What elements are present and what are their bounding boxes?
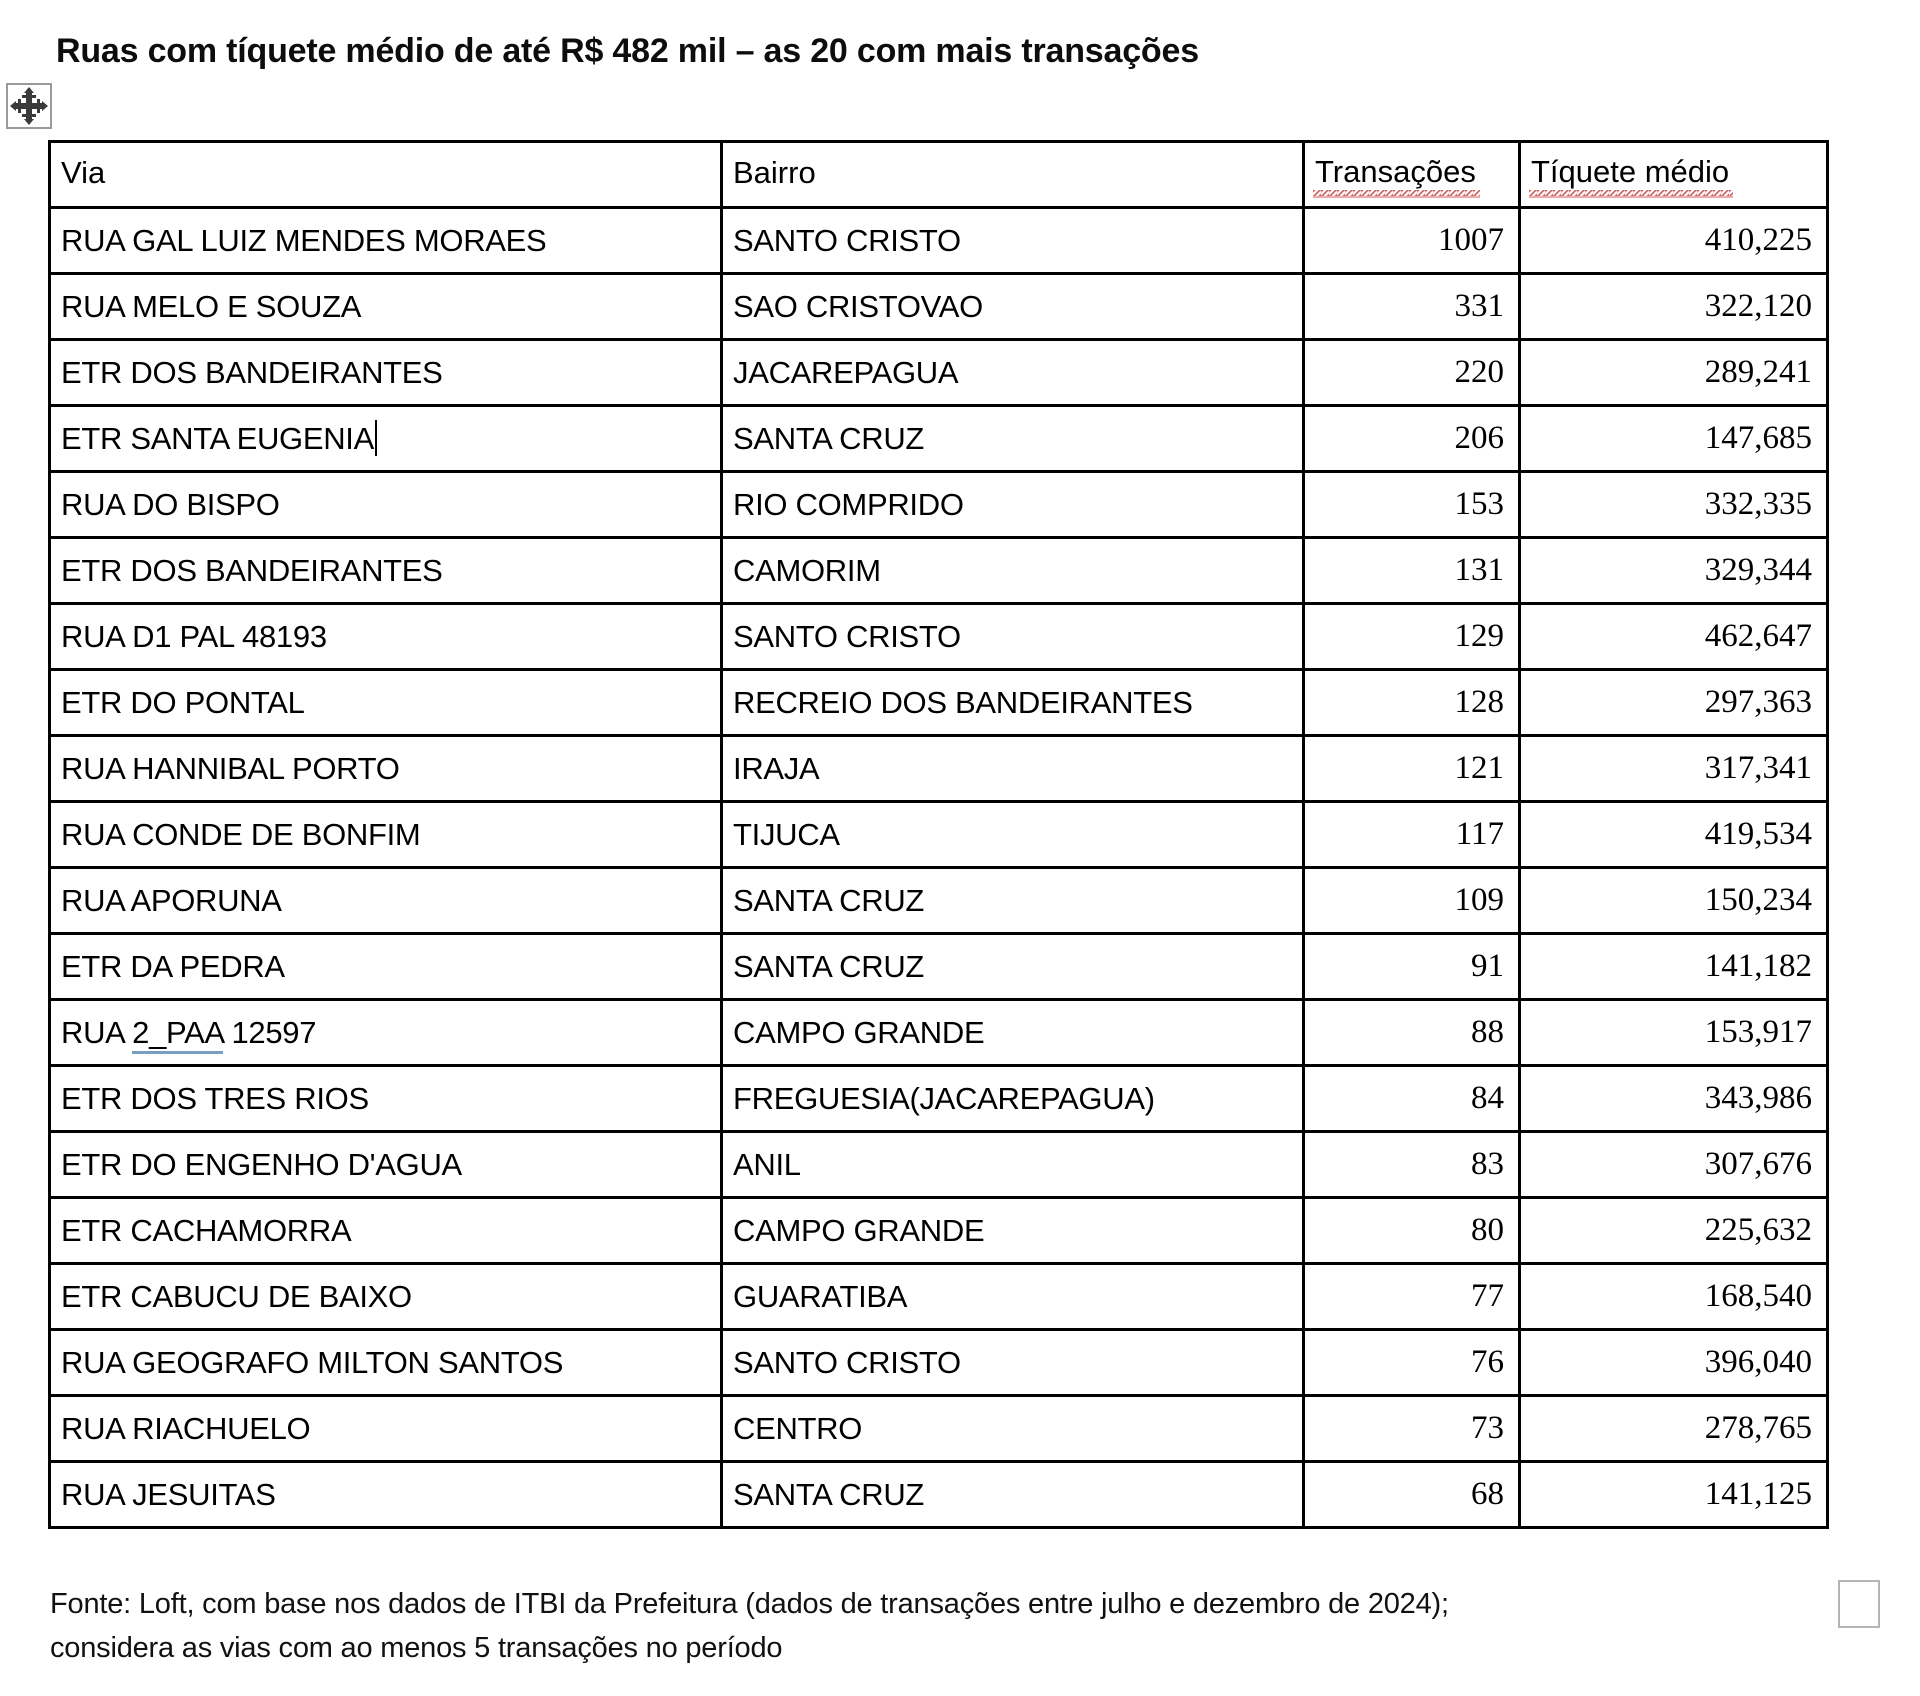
table-row xyxy=(50,1330,1828,1396)
table-row xyxy=(50,1264,1828,1330)
cell-via-smart-link[interactable]: 2_PAA xyxy=(132,1015,223,1054)
column-header-transacoes[interactable] xyxy=(1304,142,1520,208)
cell-bairro[interactable] xyxy=(722,1198,1304,1264)
table-row xyxy=(50,1066,1828,1132)
cell-bairro[interactable] xyxy=(722,340,1304,406)
cell-ticket-medio[interactable] xyxy=(1520,604,1828,670)
cell-transacoes-value: 117 xyxy=(1455,816,1504,852)
cell-bairro[interactable] xyxy=(722,868,1304,934)
cell-via-suffix: 12597 xyxy=(223,1014,317,1050)
cell-bairro[interactable] xyxy=(722,406,1304,472)
cell-bairro[interactable] xyxy=(722,538,1304,604)
cell-via-label: ETR DOS BANDEIRANTES xyxy=(61,354,443,390)
cell-transacoes-value: 220 xyxy=(1454,354,1504,390)
cell-bairro[interactable] xyxy=(722,934,1304,1000)
cell-ticket-medio-value: 317,341 xyxy=(1704,750,1812,786)
cell-via-label: RUA GAL LUIZ MENDES MORAES xyxy=(61,222,547,258)
cell-via-prefix: RUA xyxy=(61,1014,133,1050)
cell-via-label: RUA MELO E SOUZA xyxy=(61,288,362,324)
table-row xyxy=(50,736,1828,802)
cell-ticket-medio[interactable] xyxy=(1520,934,1828,1000)
cell-transacoes[interactable] xyxy=(1304,604,1520,670)
cell-bairro[interactable] xyxy=(722,1462,1304,1528)
cell-bairro-label: SANTA CRUZ xyxy=(733,420,925,456)
cell-ticket-medio[interactable] xyxy=(1520,1132,1828,1198)
cell-bairro-label: FREGUESIA(JACAREPAGUA) xyxy=(733,1080,1155,1116)
cell-bairro[interactable] xyxy=(722,802,1304,868)
column-header-bairro-label: Bairro xyxy=(733,154,816,190)
page-title: Ruas com tíquete médio de até R$ 482 mil – as 20 com mais transações xyxy=(56,32,1199,70)
cell-via-label: RUA DO BISPO xyxy=(61,486,280,522)
cell-via[interactable] xyxy=(50,1396,722,1462)
cell-ticket-medio-value: 307,676 xyxy=(1704,1146,1812,1182)
cell-ticket-medio[interactable] xyxy=(1520,670,1828,736)
cell-bairro[interactable] xyxy=(722,1330,1304,1396)
cell-ticket-medio-value: 153,917 xyxy=(1704,1014,1812,1050)
column-header-transacoes-label: Transações xyxy=(1315,154,1476,192)
cell-ticket-medio[interactable] xyxy=(1520,1330,1828,1396)
table-row xyxy=(50,274,1828,340)
cell-via-label: ETR DA PEDRA xyxy=(61,948,285,984)
cell-transacoes-value: 129 xyxy=(1454,618,1504,654)
table-row xyxy=(50,670,1828,736)
cell-transacoes-value: 80 xyxy=(1471,1212,1504,1248)
cell-transacoes[interactable] xyxy=(1304,1066,1520,1132)
cell-transacoes-value: 331 xyxy=(1454,288,1504,324)
cell-ticket-medio-value: 278,765 xyxy=(1704,1410,1812,1446)
text-cursor xyxy=(375,420,377,456)
cell-bairro-label: SANTA CRUZ xyxy=(733,948,925,984)
cell-ticket-medio[interactable] xyxy=(1520,472,1828,538)
cell-transacoes-value: 128 xyxy=(1454,684,1504,720)
cell-transacoes[interactable] xyxy=(1304,1264,1520,1330)
cell-bairro-label: ANIL xyxy=(733,1146,801,1182)
table-row xyxy=(50,1198,1828,1264)
cell-via[interactable] xyxy=(50,802,722,868)
table-header-row xyxy=(50,142,1828,208)
cell-ticket-medio-value: 343,986 xyxy=(1704,1080,1812,1116)
cell-bairro-label: IRAJA xyxy=(733,750,820,786)
cell-transacoes[interactable] xyxy=(1304,1462,1520,1528)
cell-ticket-medio[interactable] xyxy=(1520,1396,1828,1462)
streets-table xyxy=(48,140,1829,1529)
cell-transacoes[interactable] xyxy=(1304,670,1520,736)
cell-ticket-medio[interactable] xyxy=(1520,736,1828,802)
cell-bairro[interactable] xyxy=(722,1066,1304,1132)
cell-ticket-medio[interactable] xyxy=(1520,1066,1828,1132)
cell-bairro-label: CENTRO xyxy=(733,1410,863,1446)
cell-via-label: ETR SANTA EUGENIA xyxy=(61,421,374,456)
table-body xyxy=(50,208,1828,1528)
table-resize-handle[interactable] xyxy=(1838,1580,1880,1628)
cell-via[interactable] xyxy=(50,340,722,406)
cell-bairro-label: SAO CRISTOVAO xyxy=(733,288,983,324)
cell-via-label: ETR DOS TRES RIOS xyxy=(61,1080,369,1116)
cell-bairro-label: SANTO CRISTO xyxy=(733,222,961,258)
cell-transacoes[interactable] xyxy=(1304,1000,1520,1066)
cell-via[interactable] xyxy=(50,736,722,802)
cell-via-label: ETR CACHAMORRA xyxy=(61,1212,352,1248)
cell-ticket-medio[interactable] xyxy=(1520,406,1828,472)
cell-transacoes[interactable] xyxy=(1304,736,1520,802)
cell-via-label: ETR DO ENGENHO D'AGUA xyxy=(61,1146,462,1182)
cell-bairro-label: RECREIO DOS BANDEIRANTES xyxy=(733,684,1193,720)
source-note xyxy=(50,1582,1750,1670)
cell-transacoes[interactable] xyxy=(1304,1132,1520,1198)
cell-via-label: RUA JESUITAS xyxy=(61,1476,276,1512)
table-row xyxy=(50,868,1828,934)
cell-bairro-label: JACAREPAGUA xyxy=(733,354,959,390)
cell-bairro[interactable] xyxy=(722,274,1304,340)
cell-via-label: ETR CABUCU DE BAIXO xyxy=(61,1278,412,1314)
cell-bairro[interactable] xyxy=(722,604,1304,670)
cell-ticket-medio-value: 332,335 xyxy=(1704,486,1812,522)
cell-transacoes-value: 77 xyxy=(1471,1278,1504,1314)
cell-transacoes[interactable] xyxy=(1304,1330,1520,1396)
cell-bairro-label: SANTO CRISTO xyxy=(733,618,961,654)
table-row xyxy=(50,1396,1828,1462)
cell-bairro[interactable] xyxy=(722,208,1304,274)
cell-transacoes[interactable] xyxy=(1304,538,1520,604)
column-header-ticket[interactable] xyxy=(1520,142,1828,208)
cell-via[interactable] xyxy=(50,868,722,934)
column-header-via-label: Via xyxy=(61,154,106,190)
table-row xyxy=(50,1000,1828,1066)
cell-ticket-medio[interactable] xyxy=(1520,868,1828,934)
move-cross-icon xyxy=(8,85,50,127)
cell-ticket-medio-value: 141,182 xyxy=(1704,948,1812,984)
cell-via[interactable] xyxy=(50,1066,722,1132)
cell-via-label: RUA D1 PAL 48193 xyxy=(61,618,327,654)
cell-transacoes-value: 109 xyxy=(1454,882,1504,918)
table-row xyxy=(50,934,1828,1000)
cell-ticket-medio-value: 168,540 xyxy=(1704,1278,1812,1314)
cell-ticket-medio[interactable] xyxy=(1520,538,1828,604)
cell-bairro-label: SANTA CRUZ xyxy=(733,882,925,918)
source-note-line-2: considera as vias com ao menos 5 transações no período xyxy=(50,1632,783,1665)
cell-ticket-medio-value: 150,234 xyxy=(1704,882,1812,918)
cell-ticket-medio[interactable] xyxy=(1520,802,1828,868)
cell-via-label: RUA HANNIBAL PORTO xyxy=(61,750,400,786)
cell-transacoes-value: 153 xyxy=(1454,486,1504,522)
cell-bairro[interactable] xyxy=(722,1000,1304,1066)
cell-transacoes-value: 1007 xyxy=(1438,222,1504,258)
cell-ticket-medio-value: 147,685 xyxy=(1704,420,1812,456)
cell-ticket-medio-value: 225,632 xyxy=(1704,1212,1812,1248)
cell-ticket-medio-value: 289,241 xyxy=(1704,354,1812,390)
cell-via[interactable] xyxy=(50,538,722,604)
cell-transacoes-value: 121 xyxy=(1454,750,1504,786)
cell-transacoes[interactable] xyxy=(1304,934,1520,1000)
cell-via[interactable] xyxy=(50,1264,722,1330)
cell-bairro-label: SANTA CRUZ xyxy=(733,1476,925,1512)
cell-transacoes-value: 76 xyxy=(1471,1344,1504,1380)
cell-via[interactable] xyxy=(50,670,722,736)
cell-bairro[interactable] xyxy=(722,1396,1304,1462)
table-container xyxy=(48,140,1826,1529)
cell-transacoes-value: 68 xyxy=(1471,1476,1504,1512)
column-header-via[interactable] xyxy=(50,142,722,208)
cell-transacoes-value: 83 xyxy=(1471,1146,1504,1182)
cell-via[interactable] xyxy=(50,1198,722,1264)
cell-bairro-label: TIJUCA xyxy=(733,816,840,852)
cell-transacoes-value: 88 xyxy=(1471,1014,1504,1050)
table-row xyxy=(50,538,1828,604)
cell-via[interactable] xyxy=(50,1000,722,1066)
cell-bairro[interactable] xyxy=(722,1264,1304,1330)
table-row xyxy=(50,1462,1828,1528)
cell-via-label: ETR DOS BANDEIRANTES xyxy=(61,552,443,588)
cell-via[interactable] xyxy=(50,1330,722,1396)
table-move-handle[interactable] xyxy=(6,83,52,129)
table-row xyxy=(50,1132,1828,1198)
table-row xyxy=(50,472,1828,538)
cell-ticket-medio-value: 297,363 xyxy=(1704,684,1812,720)
cell-via-label: RUA APORUNA xyxy=(61,882,282,918)
cell-ticket-medio[interactable] xyxy=(1520,1462,1828,1528)
cell-ticket-medio-value: 141,125 xyxy=(1704,1476,1812,1512)
cell-via-label: RUA CONDE DE BONFIM xyxy=(61,816,421,852)
cell-transacoes[interactable] xyxy=(1304,340,1520,406)
cell-ticket-medio[interactable] xyxy=(1520,274,1828,340)
cell-ticket-medio-value: 410,225 xyxy=(1704,222,1812,258)
cell-ticket-medio[interactable] xyxy=(1520,208,1828,274)
cell-bairro[interactable] xyxy=(722,736,1304,802)
cell-via[interactable] xyxy=(50,604,722,670)
cell-via[interactable] xyxy=(50,208,722,274)
cell-transacoes[interactable] xyxy=(1304,1198,1520,1264)
cell-transacoes[interactable] xyxy=(1304,802,1520,868)
cell-via[interactable] xyxy=(50,406,722,472)
cell-bairro-label: CAMPO GRANDE xyxy=(733,1014,985,1050)
cell-bairro-label: CAMORIM xyxy=(733,552,881,588)
cell-transacoes-value: 84 xyxy=(1471,1080,1504,1116)
cell-via[interactable] xyxy=(50,934,722,1000)
cell-via-label: RUA RIACHUELO xyxy=(61,1410,311,1446)
cell-via[interactable] xyxy=(50,1462,722,1528)
cell-via-label: ETR DO PONTAL xyxy=(61,684,305,720)
cell-transacoes[interactable] xyxy=(1304,208,1520,274)
cell-bairro-label: CAMPO GRANDE xyxy=(733,1212,985,1248)
cell-transacoes-value: 73 xyxy=(1471,1410,1504,1446)
cell-via[interactable] xyxy=(50,1132,722,1198)
cell-ticket-medio[interactable] xyxy=(1520,1264,1828,1330)
cell-ticket-medio[interactable] xyxy=(1520,1000,1828,1066)
cell-bairro[interactable] xyxy=(722,670,1304,736)
cell-ticket-medio[interactable] xyxy=(1520,340,1828,406)
cell-transacoes[interactable] xyxy=(1304,472,1520,538)
cell-bairro-label: SANTO CRISTO xyxy=(733,1344,961,1380)
cell-via-label: RUA GEOGRAFO MILTON SANTOS xyxy=(61,1344,564,1380)
column-header-ticket-label: Tíquete médio xyxy=(1531,154,1729,192)
cell-ticket-medio-value: 322,120 xyxy=(1704,288,1812,324)
cell-transacoes-value: 131 xyxy=(1454,552,1504,588)
cell-via[interactable] xyxy=(50,274,722,340)
cell-ticket-medio-value: 329,344 xyxy=(1704,552,1812,588)
cell-transacoes-value: 91 xyxy=(1471,948,1504,984)
cell-via[interactable] xyxy=(50,472,722,538)
table-row xyxy=(50,340,1828,406)
cell-bairro-label: RIO COMPRIDO xyxy=(733,486,964,522)
table-row xyxy=(50,802,1828,868)
table-row xyxy=(50,208,1828,274)
cell-transacoes[interactable] xyxy=(1304,274,1520,340)
cell-bairro[interactable] xyxy=(722,472,1304,538)
cell-transacoes[interactable] xyxy=(1304,406,1520,472)
column-header-bairro[interactable] xyxy=(722,142,1304,208)
cell-bairro[interactable] xyxy=(722,1132,1304,1198)
cell-ticket-medio-value: 462,647 xyxy=(1704,618,1812,654)
cell-bairro-label: GUARATIBA xyxy=(733,1278,908,1314)
cell-transacoes[interactable] xyxy=(1304,1396,1520,1462)
cell-ticket-medio[interactable] xyxy=(1520,1198,1828,1264)
table-row xyxy=(50,406,1828,472)
source-note-line-1: Fonte: Loft, com base nos dados de ITBI da Prefeitura (dados de transações entre julho e dezembro de 2024); xyxy=(50,1588,1449,1620)
table-row xyxy=(50,604,1828,670)
cell-transacoes-value: 206 xyxy=(1454,420,1504,456)
cell-transacoes[interactable] xyxy=(1304,868,1520,934)
cell-ticket-medio-value: 396,040 xyxy=(1704,1344,1812,1380)
cell-ticket-medio-value: 419,534 xyxy=(1704,816,1812,852)
